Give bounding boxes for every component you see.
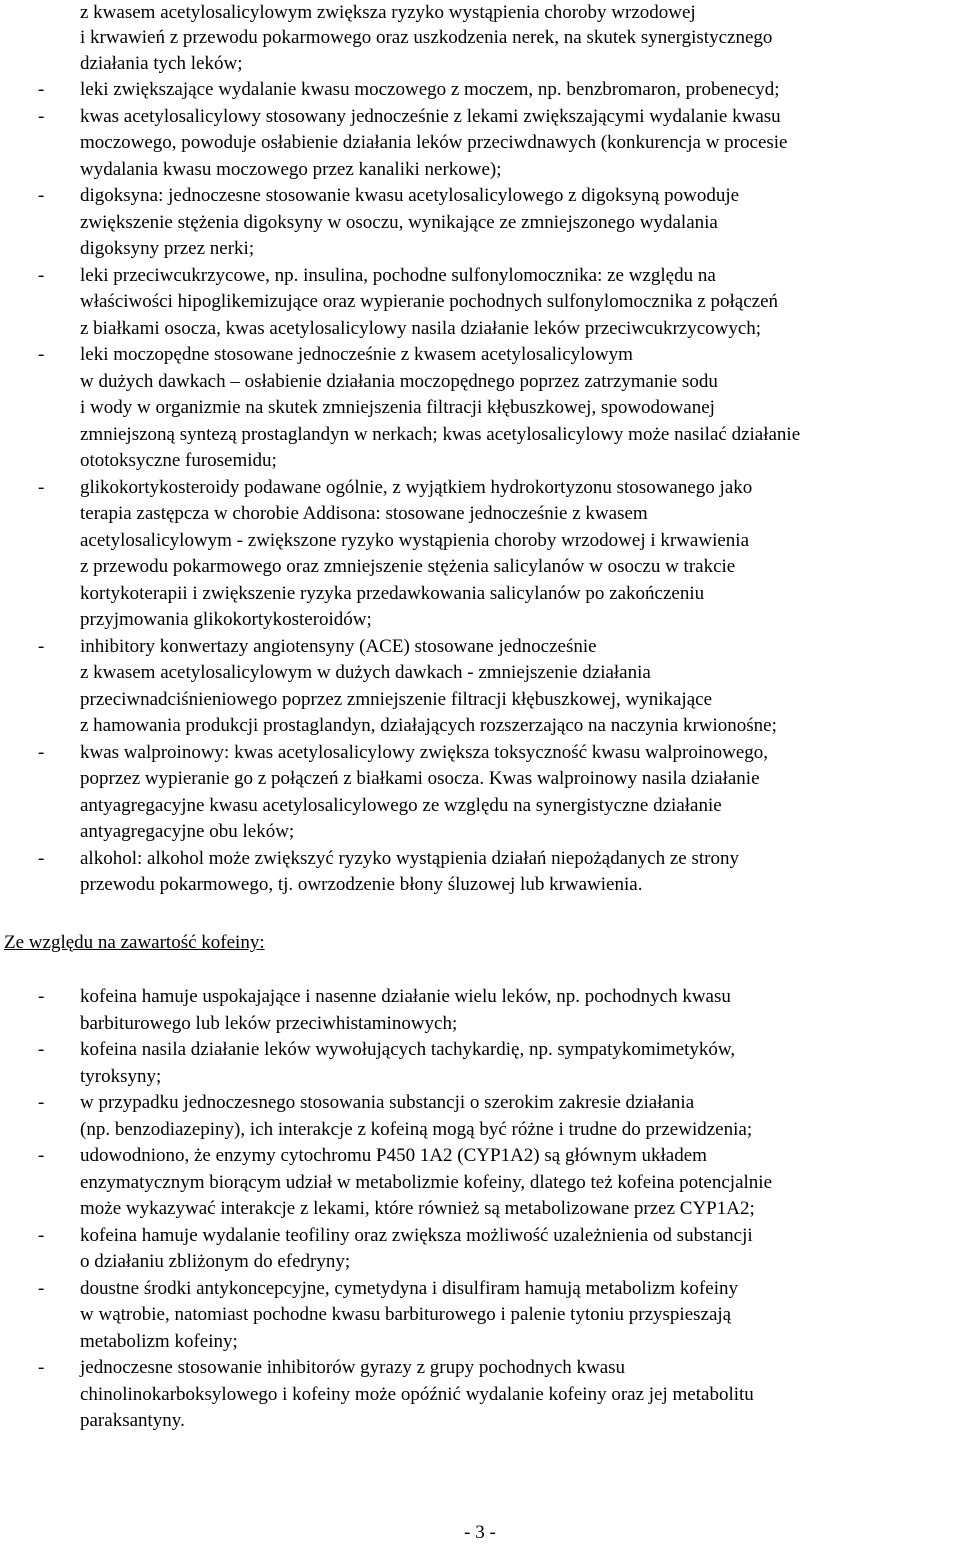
list-item-line: paraksantyny. xyxy=(80,1410,185,1431)
bullet-dash: - xyxy=(38,741,45,763)
list-item-line: wydalania kwasu moczowego przez kanaliki nerkowe); xyxy=(80,158,502,180)
bullet-dash: - xyxy=(38,1357,45,1378)
list-item-line: kofeina hamuje wydalanie teofiliny oraz zwiększa możliwość uzależnienia od substancji xyxy=(80,1224,753,1246)
list-item-line: zwiększenie stężenia digoksyny w osoczu, wynikające ze zmniejszonego wydalania xyxy=(80,211,718,233)
list-item-line: antyagregacyjne kwasu acetylosalicylowego ze względu na synergistyczne działanie xyxy=(80,794,722,816)
list-item-line: acetylosalicylowym - zwiększone ryzyko wystąpienia choroby wrzodowej i krwawienia xyxy=(80,529,749,551)
list-item-line: przeciwnadciśnieniowego poprzez zmniejszenie filtracji kłębuszkowej, wynikające xyxy=(80,688,713,710)
list-item-line: digoksyny przez nerki; xyxy=(80,238,255,259)
bullet-dash: - xyxy=(38,847,45,869)
list-item-line: inhibitory konwertazy angiotensyny (ACE) stosowane jednocześnie xyxy=(80,635,597,657)
list-item-line: przyjmowania glikokortykosteroidów; xyxy=(80,609,372,630)
list-item-line: barbiturowego lub leków przeciwhistaminowych; xyxy=(80,1012,458,1034)
bullet-dash: - xyxy=(38,185,45,206)
bullet-dash: - xyxy=(38,1277,45,1299)
bullet-dash: - xyxy=(38,986,45,1007)
caffeine-heading: Ze względu na zawartość kofeiny: xyxy=(4,932,265,953)
list-item-line: zmniejszoną syntezą prostaglandyn w nerkach; kwas acetylosalicylowy może nasilać działanie xyxy=(80,423,801,445)
list-item-line: leki moczopędne stosowane jednocześnie z kwasem acetylosalicylowym xyxy=(80,344,633,365)
list-item-line: w wątrobie, natomiast pochodne kwasu barbiturowego i palenie tytoniu przyspieszają xyxy=(80,1304,732,1325)
bullet-dash: - xyxy=(38,344,45,365)
list-item-line: ototoksyczne furosemidu; xyxy=(80,450,277,471)
bullet-dash: - xyxy=(38,79,45,100)
list-item-line: i wody w organizmie na skutek zmniejszenia filtracji kłębuszkowej, spowodowanej xyxy=(80,397,715,418)
list-item-line: antyagregacyjne obu leków; xyxy=(80,821,295,842)
list-item-line: w przypadku jednoczesnego stosowania substancji o szerokim zakresie działania xyxy=(80,1092,695,1113)
bullet-dash: - xyxy=(38,1039,45,1060)
bullet-dash: - xyxy=(38,476,45,498)
list-item-line: terapia zastępcza w chorobie Addisona: stosowane jednocześnie z kwasem xyxy=(80,503,648,524)
bullet-dash: - xyxy=(38,635,45,657)
list-item-line: kofeina hamuje uspokajające i nasenne działanie wielu leków, np. pochodnych kwasu xyxy=(80,986,731,1007)
list-item-line: tyroksyny; xyxy=(80,1065,162,1087)
intro-line: z kwasem acetylosalicylowym zwiększa ryzyko wystąpienia choroby wrzodowej xyxy=(80,2,696,23)
page-number: - 3 - xyxy=(464,1522,496,1543)
list-item-line: z kwasem acetylosalicylowym w dużych dawkach - zmniejszenie działania xyxy=(80,662,651,683)
bullet-dash: - xyxy=(38,264,45,286)
list-item-line: leki zwiększające wydalanie kwasu moczowego z moczem, np. benzbromaron, probenecyd; xyxy=(80,79,780,100)
list-item-line: kortykoterapii i zwiększenie ryzyka przedawkowania salicylanów po zakończeniu xyxy=(80,582,705,604)
list-item-line: w dużych dawkach – osłabienie działania moczopędnego poprzez zatrzymanie sodu xyxy=(80,370,718,392)
list-item-line: (np. benzodiazepiny), ich interakcje z kofeiną mogą być różne i trudne do przewidzenia; xyxy=(80,1118,753,1140)
bullet-dash: - xyxy=(38,1092,45,1113)
list-item-line: udowodniono, że enzymy cytochromu P450 1A2 (CYP1A2) są głównym układem xyxy=(80,1145,707,1166)
list-item-line: kwas walproinowy: kwas acetylosalicylowy zwiększa toksyczność kwasu walproinowego, xyxy=(80,741,769,763)
list-item-line: leki przeciwcukrzycowe, np. insulina, pochodne sulfonylomocznika: ze względu na xyxy=(80,264,716,286)
list-item-line: moczowego, powoduje osłabienie działania leków przeciwdnawych (konkurencja w procesie xyxy=(80,132,788,153)
list-item-line: alkohol: alkohol może zwiększyć ryzyko wystąpienia działań niepożądanych ze strony xyxy=(80,847,739,869)
list-item-line: o działaniu zbliżonym do efedryny; xyxy=(80,1251,351,1272)
list-item-line: glikokortykosteroidy podawane ogólnie, z wyjątkiem hydrokortyzonu stosowanego jako xyxy=(80,476,753,498)
list-item-line: z przewodu pokarmowego oraz zmniejszenie stężenia salicylanów w osoczu w trakcie xyxy=(80,556,736,577)
list-item-line: kofeina nasila działanie leków wywołujących tachykardię, np. sympatykomimetyków, xyxy=(80,1039,736,1060)
bullet-dash: - xyxy=(38,1145,45,1166)
intro-line: działania tych leków; xyxy=(80,53,243,74)
list-item-line: chinolinokarboksylowego i kofeiny może opóźnić wydalanie kofeiny oraz jej metabolitu xyxy=(80,1383,754,1405)
list-item-line: poprzez wypieranie go z połączeń z białkami osocza. Kwas walproinowy nasila działanie xyxy=(80,768,760,789)
list-item-line: jednoczesne stosowanie inhibitorów gyrazy z grupy pochodnych kwasu xyxy=(80,1357,626,1378)
list-item-line: z hamowania produkcji prostaglandyn, działających rozszerzająco na naczynia krwionośne; xyxy=(80,715,777,736)
list-item-line: kwas acetylosalicylowy stosowany jednocześnie z lekami zwiększającymi wydalanie kwasu xyxy=(80,105,781,127)
list-item-line: enzymatycznym biorącym udział w metabolizmie kofeiny, dlatego też kofeina potencjalnie xyxy=(80,1171,772,1193)
list-item-line: metabolizm kofeiny; xyxy=(80,1330,238,1352)
bullet-dash: - xyxy=(38,1224,45,1246)
list-item-line: może wykazywać interakcje z lekami, które również są metabolizowane przez CYP1A2; xyxy=(80,1198,755,1219)
list-item-line: digoksyna: jednoczesne stosowanie kwasu acetylosalicylowego z digoksyną powoduje xyxy=(80,185,740,206)
intro-line: i krwawień z przewodu pokarmowego oraz uszkodzenia nerek, na skutek synergistycznego xyxy=(80,27,773,48)
list-item-line: właściwości hipoglikemizujące oraz wypieranie pochodnych sulfonylomocznika z połączeń xyxy=(80,291,778,312)
list-item-line: przewodu pokarmowego, tj. owrzodzenie błony śluzowej lub krwawienia. xyxy=(80,874,643,895)
list-item-line: z białkami osocza, kwas acetylosalicylowy nasila działanie leków przeciwcukrzycowych; xyxy=(80,317,762,339)
bullet-dash: - xyxy=(38,105,45,127)
list-item-line: doustne środki antykoncepcyjne, cymetydyna i disulfiram hamują metabolizm kofeiny xyxy=(80,1277,738,1299)
